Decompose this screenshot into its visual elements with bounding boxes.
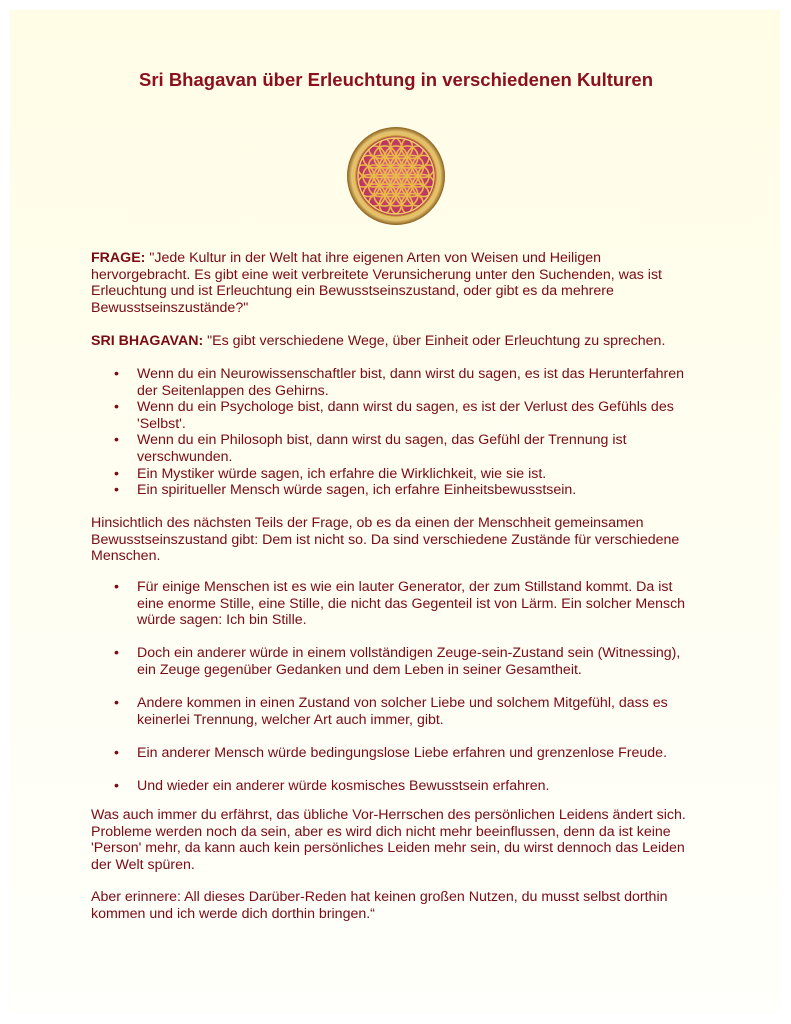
closing-paragraph: Aber erinnere: All dieses Darüber-Reden hat keinen großen Nutzen, du musst selbst dorthin kommen und ich werde dich dorthin bringen.“ (91, 889, 668, 922)
question-paragraph (91, 250, 701, 316)
list-item-text: Wenn du ein Psychologe bist, dann wirst du sagen, es ist der Verlust des Gefühls des 'Selbst'. (137, 399, 674, 432)
list-item-text: Ein Mystiker würde sagen, ich erfahre die Wirklichkeit, wie sie ist. (137, 465, 547, 482)
perspectives-list (91, 366, 701, 499)
bullet-icon: • (114, 465, 119, 482)
bullet-icon: • (114, 432, 119, 449)
flower-of-life-icon (346, 126, 446, 226)
list-item-text: Ein anderer Mensch würde bedingungslose Liebe erfahren und grenzenlose Freude. (137, 744, 668, 761)
list-item (91, 579, 701, 629)
list-item (91, 366, 701, 399)
list-item-text: Und wieder ein anderer würde kosmisches Bewusstsein erfahren. (137, 778, 550, 795)
bullet-icon: • (114, 645, 119, 662)
list-item-text: Wenn du ein Neurowissenschaftler bist, dann wirst du sagen, es ist das Herunterfahren der Seitenlappen des Gehirns. (137, 366, 685, 399)
answer-paragraph (91, 333, 701, 350)
answer-text: "Es gibt verschiedene Wege, über Einheit oder Erleuchtung zu sprechen. (203, 333, 666, 349)
bullet-icon: • (114, 482, 119, 499)
question-label: FRAGE: (91, 250, 146, 266)
states-paragraph: Hinsichtlich des nächsten Teils der Frage, ob es da einen der Menschheit gemeinsamen Bewusstseinszustand gibt: Dem ist nicht so. Da sind verschiedene Zustände für verschiedene Menschen. (91, 515, 680, 565)
list-item (91, 466, 701, 483)
list-item (91, 432, 701, 465)
document-page (10, 10, 780, 1012)
page-title: Sri Bhagavan über Erleuchtung in verschiedenen Kulturen (139, 69, 653, 90)
bullet-icon: • (114, 744, 119, 761)
bullet-icon: • (114, 579, 119, 595)
states-list (91, 579, 701, 811)
bullet-icon: • (114, 695, 119, 712)
list-item-text: Ein spiritueller Mensch würde sagen, ich erfahre Einheitsbewusstsein. (137, 482, 577, 499)
list-item (91, 695, 701, 728)
list-item (91, 745, 701, 762)
list-item (91, 482, 701, 499)
question-text: "Jede Kultur in der Welt hat ihre eigenen Arten von Weisen und Heiligen hervorgebracht. Es gibt eine weit verbreitete Verunsicherung unter den Suchenden, was ist Erleuchtung und ist Erleuchtung ein Bewusstseinszustand, oder gibt es da mehrere Bewusstseinszustände?" (91, 250, 662, 316)
list-item-text: Doch ein anderer würde in einem vollständigen Zeuge-sein-Zustand sein (Witnessing), ein Zeuge gegenüber Gedanken und dem Leben in seiner Gesamtheit. (137, 645, 681, 678)
list-item-text: Wenn du ein Philosoph bist, dann wirst du sagen, das Gefühl der Trennung ist verschwunden. (137, 432, 627, 465)
list-item (91, 399, 701, 432)
list-item (91, 778, 701, 795)
suffering-paragraph: Was auch immer du erfährst, das übliche Vor-Herrschen des persönlichen Leidens ändert sich. Probleme werden noch da sein, aber es wird dich nicht mehr beeinflussen, denn da ist keine 'Person' mehr, da kann auch kein persönliches Leiden mehr sein, du wirst dennoch das Leiden der Welt spüren. (91, 807, 686, 873)
list-item-text: Andere kommen in einen Zustand von solcher Liebe und solchem Mitgefühl, dass es keinerlei Trennung, welcher Art auch immer, gibt. (137, 695, 668, 728)
list-item (91, 645, 701, 678)
list-item-text: Für einige Menschen ist es wie ein lauter Generator, der zum Stillstand kommt. Da ist eine enorme Stille, eine Stille, die nicht das Gegenteil ist von Lärm. Ein solcher Mensch würde sagen: Ich bin Stille. (137, 579, 686, 629)
bullet-icon: • (114, 778, 119, 795)
bullet-icon: • (114, 366, 119, 382)
bullet-icon: • (114, 399, 119, 416)
answer-label: SRI BHAGAVAN: (91, 333, 204, 349)
